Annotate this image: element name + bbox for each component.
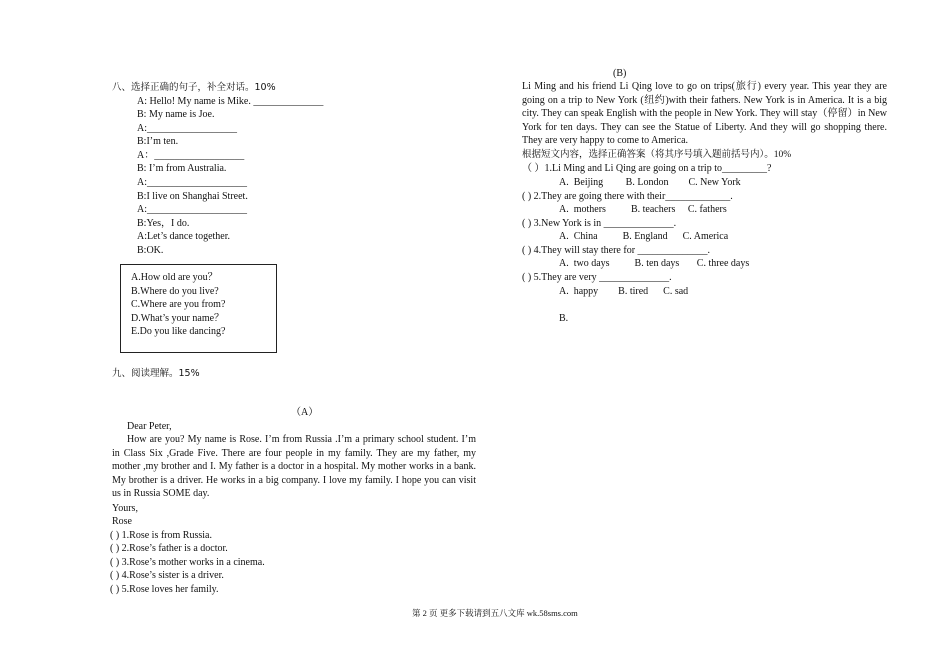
question-b-options: A. happy B. tired C. sad [559,286,689,297]
question-b-options: A. two days B. ten days C. three days [559,258,750,269]
question-b: ( ) 4.They will stay there for ______________. [522,245,711,256]
dialogue-line: B:OK. [137,245,164,256]
dialogue-line: A: Hello! My name is Mike. ______________ [137,96,324,107]
question-a: ( ) 1.Rose is from Russia. [110,530,212,541]
page-footer: 第 2 页 更多下载请到五八文库 wk.58sms.com [412,608,578,618]
letter-salutation: Dear Peter, [127,421,172,432]
option-item: A.How old are you？ [131,272,218,283]
question-a: ( ) 2.Rose’s father is a doctor. [110,543,228,554]
passage-b-title: (B) [613,68,627,79]
dialogue-line: A:____________________ [137,204,247,215]
question-b-options: A. mothers B. teachers C. fathers [559,204,727,215]
option-item: B.Where do you live? [131,286,219,297]
dialogue-line: B: I’m from Australia. [137,163,227,174]
question-a: ( ) 4.Rose’s sister is a driver. [110,570,224,581]
question-b: ( ) 2.They are going there with their_____________. [522,191,733,202]
dialogue-line: B:I’m ten. [137,136,179,147]
question-b: ( ) 3.New York is in ______________. [522,218,677,229]
passage-a-title: （A） [291,407,319,418]
section-8-heading: 八、选择正确的句子，补全对话。10% [112,82,276,93]
question-b: ( ) 5.They are very ______________. [522,272,672,283]
option-item: C.Where are you from? [131,299,226,310]
dialogue-line: A：__________________ [137,150,245,161]
dialogue-line: B:I live on Shanghai Street. [137,191,248,202]
section-9-heading: 九、阅读理解。15% [112,368,200,379]
dialogue-line: B:Yes，I do. [137,218,190,229]
question-a: ( ) 3.Rose’s mother works in a cinema. [110,557,265,568]
dialogue-line: B: My name is Joe. [137,109,215,120]
question-a: ( ) 5.Rose loves her family. [110,584,219,595]
passage-b-body: Li Ming and his friend Li Qing love to go on trips(旅行) every year. This year they are going on a trip to New York (纽约)with their fathers. New York is in America. It is a big city. They can speak English with the people in New York. They will stay（停留）in New York for ten days. They can see the Statue of Liberty. And they will go shopping there. They are very happy to come to America. [522,81,887,147]
question-b: （ ）1.Li Ming and Li Qing are going on a trip to_________? [522,163,772,174]
dialogue-line: A:____________________ [137,177,247,188]
letter-body: How are you? My name is Rose. I’m from Russia .I’m a primary school student. I’m in Class Six ,Grade Five. There are four people in my family. They are my father, my mother ,my brother and I. My father is a doctor in a hospital. My mother works in a bank. My brother is a driver. He works in a big company. I love my family. I hope you can visit us in Russia SOME day. [112,434,476,500]
letter-closing: Yours, [112,503,138,514]
option-item: D.What’s your name？ [131,313,225,324]
option-item: E.Do you like dancing? [131,326,226,337]
question-b-options: A. China B. England C. America [559,231,729,242]
letter-signature: Rose [112,516,132,527]
question-b-options: A. Beijing B. London C. New York [559,177,741,188]
dialogue-line: A:__________________ [137,123,237,134]
instruction: 根据短文内容，选择正确答案（将其序号填入题前括号内）。10% [522,150,792,160]
dialogue-line: A:Let’s dance together. [137,231,231,242]
trailing-label: B. [559,313,569,324]
